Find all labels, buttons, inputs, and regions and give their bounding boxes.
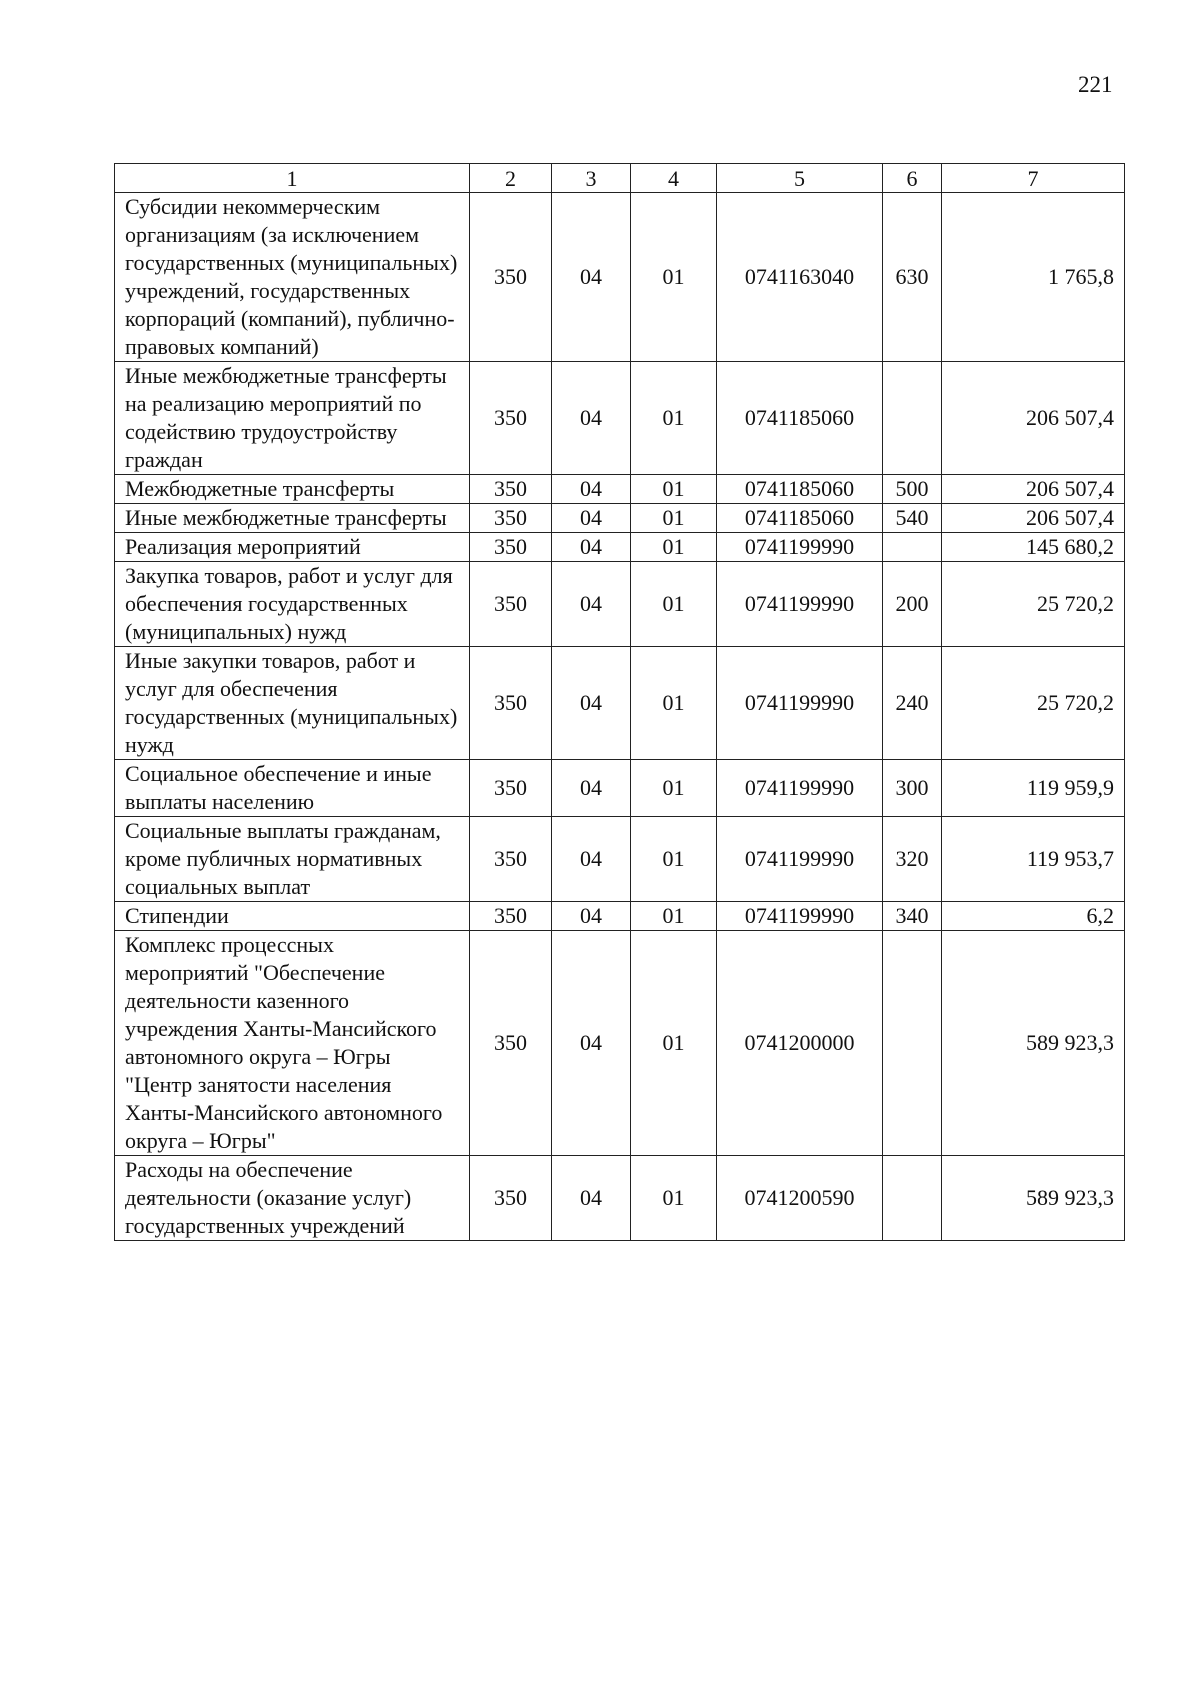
row-code-subsection: 01 <box>631 562 717 647</box>
row-code-ministry: 350 <box>470 193 552 362</box>
page-number: 221 <box>1078 72 1113 97</box>
row-code-subsection: 01 <box>631 362 717 475</box>
row-name: Социальное обеспечение и иные выплаты населению <box>115 760 470 817</box>
row-code-ministry: 350 <box>470 902 552 931</box>
row-code-expense-type: 340 <box>883 902 942 931</box>
table-row <box>115 760 1125 817</box>
row-code-expense-type: 500 <box>883 475 942 504</box>
table-row <box>115 817 1125 902</box>
row-code-ministry: 350 <box>470 362 552 475</box>
row-code-subsection: 01 <box>631 1156 717 1241</box>
row-code-ministry: 350 <box>470 817 552 902</box>
row-code-section: 04 <box>552 362 631 475</box>
row-code-section: 04 <box>552 647 631 760</box>
row-code-section: 04 <box>552 902 631 931</box>
row-code-subsection: 01 <box>631 817 717 902</box>
table-row <box>115 647 1125 760</box>
row-name: Иные межбюджетные трансферты на реализацию мероприятий по содействию трудоустройству граждан <box>115 362 470 475</box>
row-code-expense-type <box>883 533 942 562</box>
row-code-subsection: 01 <box>631 931 717 1156</box>
row-amount: 589 923,3 <box>942 931 1125 1156</box>
row-code-section: 04 <box>552 931 631 1156</box>
row-code-expense-type: 630 <box>883 193 942 362</box>
row-code-subsection: 01 <box>631 647 717 760</box>
column-header: 1 <box>115 164 470 193</box>
row-code-ministry: 350 <box>470 647 552 760</box>
row-amount: 1 765,8 <box>942 193 1125 362</box>
row-code-expense-type <box>883 931 942 1156</box>
row-code-subsection: 01 <box>631 475 717 504</box>
row-code-target: 0741199990 <box>717 817 883 902</box>
table-row <box>115 475 1125 504</box>
row-code-target: 0741185060 <box>717 504 883 533</box>
table-row <box>115 562 1125 647</box>
row-code-section: 04 <box>552 475 631 504</box>
row-name: Расходы на обеспечение деятельности (оказание услуг) государственных учреждений <box>115 1156 470 1241</box>
row-amount: 206 507,4 <box>942 475 1125 504</box>
row-amount: 119 959,9 <box>942 760 1125 817</box>
row-code-section: 04 <box>552 562 631 647</box>
row-code-subsection: 01 <box>631 533 717 562</box>
row-name: Комплекс процессных мероприятий "Обеспечение деятельности казенного учреждения Ханты-Мансийского автономного округа – Югры "Центр занятости населения Ханты-Мансийского автономного округа – Югры" <box>115 931 470 1156</box>
row-code-subsection: 01 <box>631 193 717 362</box>
column-header: 7 <box>942 164 1125 193</box>
row-name: Закупка товаров, работ и услуг для обеспечения государственных (муниципальных) нужд <box>115 562 470 647</box>
column-header: 6 <box>883 164 942 193</box>
row-code-ministry: 350 <box>470 533 552 562</box>
row-code-section: 04 <box>552 817 631 902</box>
row-code-target: 0741199990 <box>717 760 883 817</box>
row-amount: 25 720,2 <box>942 647 1125 760</box>
row-code-expense-type: 200 <box>883 562 942 647</box>
row-code-ministry: 350 <box>470 562 552 647</box>
row-code-target: 0741200590 <box>717 1156 883 1241</box>
row-code-section: 04 <box>552 760 631 817</box>
row-code-ministry: 350 <box>470 1156 552 1241</box>
row-code-target: 0741185060 <box>717 475 883 504</box>
row-name: Стипендии <box>115 902 470 931</box>
table-row <box>115 1156 1125 1241</box>
row-code-expense-type <box>883 362 942 475</box>
row-name: Межбюджетные трансферты <box>115 475 470 504</box>
row-code-target: 0741163040 <box>717 193 883 362</box>
row-code-subsection: 01 <box>631 902 717 931</box>
table-row <box>115 931 1125 1156</box>
row-amount: 6,2 <box>942 902 1125 931</box>
row-code-target: 0741185060 <box>717 362 883 475</box>
row-code-section: 04 <box>552 533 631 562</box>
table-row <box>115 533 1125 562</box>
row-amount: 25 720,2 <box>942 562 1125 647</box>
row-code-expense-type <box>883 1156 942 1241</box>
row-code-ministry: 350 <box>470 504 552 533</box>
row-code-section: 04 <box>552 1156 631 1241</box>
column-header: 2 <box>470 164 552 193</box>
row-code-expense-type: 320 <box>883 817 942 902</box>
row-code-target: 0741199990 <box>717 533 883 562</box>
row-name: Субсидии некоммерческим организациям (за исключением государственных (муниципальных) учреждений, государственных корпораций (компаний), публично-правовых компаний) <box>115 193 470 362</box>
row-code-target: 0741200000 <box>717 931 883 1156</box>
row-name: Социальные выплаты гражданам, кроме публичных нормативных социальных выплат <box>115 817 470 902</box>
column-header: 3 <box>552 164 631 193</box>
row-code-expense-type: 240 <box>883 647 942 760</box>
row-code-target: 0741199990 <box>717 647 883 760</box>
table-row <box>115 193 1125 362</box>
row-code-expense-type: 540 <box>883 504 942 533</box>
row-name: Иные закупки товаров, работ и услуг для обеспечения государственных (муниципальных) нужд <box>115 647 470 760</box>
row-code-subsection: 01 <box>631 760 717 817</box>
row-code-target: 0741199990 <box>717 902 883 931</box>
row-amount: 145 680,2 <box>942 533 1125 562</box>
row-code-ministry: 350 <box>470 475 552 504</box>
table-row <box>115 902 1125 931</box>
row-code-section: 04 <box>552 504 631 533</box>
column-header: 4 <box>631 164 717 193</box>
row-amount: 119 953,7 <box>942 817 1125 902</box>
row-code-target: 0741199990 <box>717 562 883 647</box>
table-row <box>115 362 1125 475</box>
row-code-section: 04 <box>552 193 631 362</box>
row-amount: 589 923,3 <box>942 1156 1125 1241</box>
table-header-row <box>115 164 1125 193</box>
column-header: 5 <box>717 164 883 193</box>
row-code-ministry: 350 <box>470 931 552 1156</box>
row-code-ministry: 350 <box>470 760 552 817</box>
row-code-subsection: 01 <box>631 504 717 533</box>
row-name: Реализация мероприятий <box>115 533 470 562</box>
row-amount: 206 507,4 <box>942 362 1125 475</box>
row-code-expense-type: 300 <box>883 760 942 817</box>
row-name: Иные межбюджетные трансферты <box>115 504 470 533</box>
table-row <box>115 504 1125 533</box>
row-amount: 206 507,4 <box>942 504 1125 533</box>
budget-table <box>114 163 1125 1241</box>
